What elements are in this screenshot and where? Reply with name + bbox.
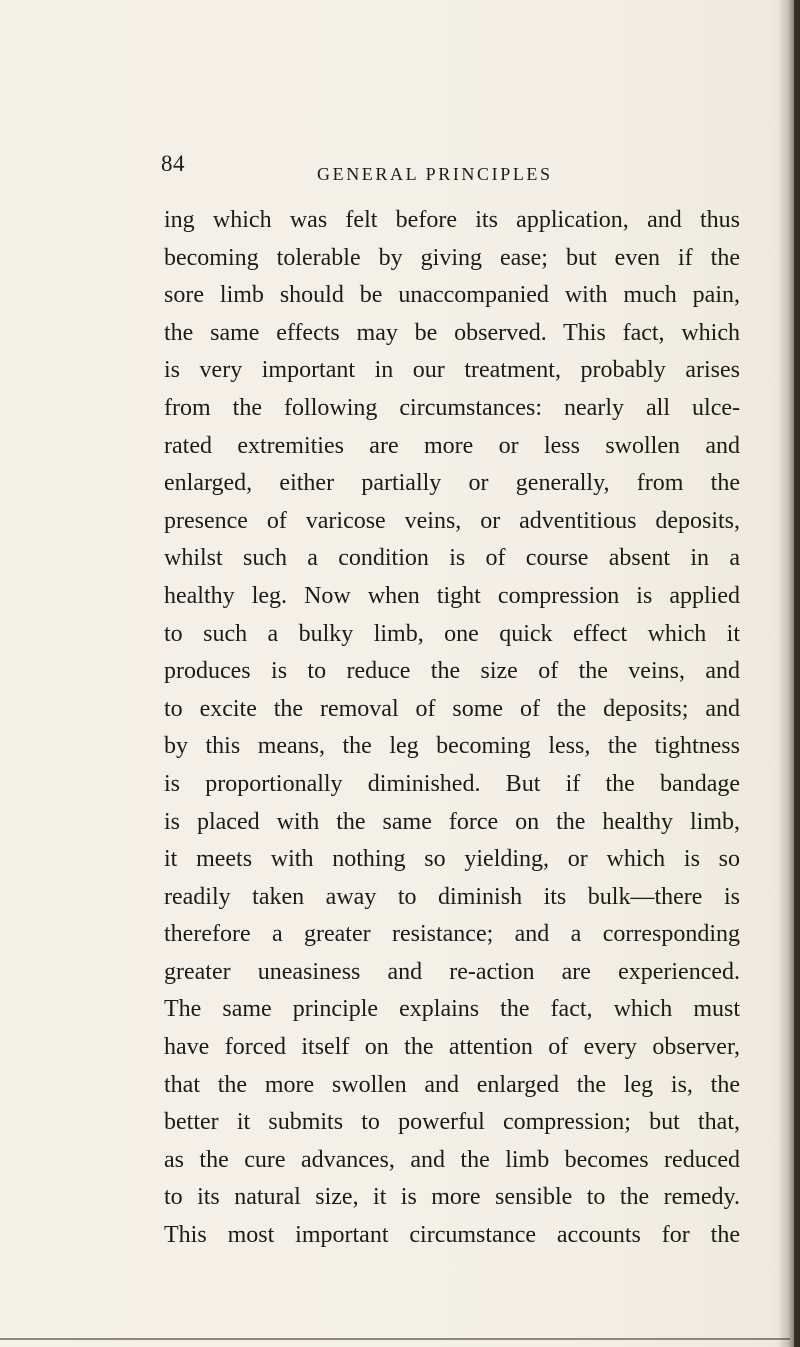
page-edge — [794, 0, 800, 1347]
text-line: therefore a greater resistance; and a corresponding — [164, 921, 740, 948]
text-line: is very important in our treatment, probably arises — [164, 357, 740, 384]
text-line: better it submits to powerful compression; but that, — [164, 1109, 740, 1136]
text-line: it meets with nothing so yielding, or which is so — [164, 846, 740, 873]
text-line: is proportionally diminished. But if the bandage — [164, 770, 740, 797]
text-line: This most important circumstance accounts for the — [164, 1222, 740, 1249]
body-text — [164, 202, 740, 1255]
text-line: as the cure advances, and the limb becomes reduced — [164, 1146, 740, 1173]
text-line: to excite the removal of some of the deposits; and — [164, 695, 740, 722]
text-line: by this means, the leg becoming less, the tightness — [164, 733, 740, 760]
text-line: is placed with the same force on the healthy limb, — [164, 808, 740, 835]
text-line: readily taken away to diminish its bulk—there is — [164, 883, 740, 910]
text-line: enlarged, either partially or generally, from the — [164, 470, 740, 497]
text-line: The same principle explains the fact, which must — [164, 996, 740, 1023]
text-line: to its natural size, it is more sensible to the remedy. — [164, 1184, 740, 1211]
text-line: ing which was felt before its application, and thus — [164, 207, 740, 233]
text-line: the same effects may be observed. This fact, which — [164, 319, 740, 346]
text-line: have forced itself on the attention of every observer, — [164, 1034, 740, 1061]
text-line: greater uneasiness and re-action are experienced. — [164, 958, 740, 985]
text-line: to such a bulky limb, one quick effect which it — [164, 620, 740, 647]
text-line: rated extremities are more or less swollen and — [164, 432, 740, 459]
text-line: from the following circumstances: nearly all ulce- — [164, 394, 740, 421]
text-line: sore limb should be unaccompanied with much pain, — [164, 282, 740, 309]
running-head: GENERAL PRINCIPLES — [317, 164, 553, 184]
page-number: 84 — [161, 151, 185, 176]
text-line: produces is to reduce the size of the veins, and — [164, 658, 740, 685]
text-line: becoming tolerable by giving ease; but even if the — [164, 244, 740, 271]
text-line: presence of varicose veins, or adventitious deposits, — [164, 507, 740, 534]
text-line: healthy leg. Now when tight compression is applied — [164, 582, 740, 609]
text-line: whilst such a condition is of course absent in a — [164, 545, 740, 572]
text-line: that the more swollen and enlarged the leg is, the — [164, 1071, 740, 1098]
bottom-rule — [0, 1338, 790, 1340]
